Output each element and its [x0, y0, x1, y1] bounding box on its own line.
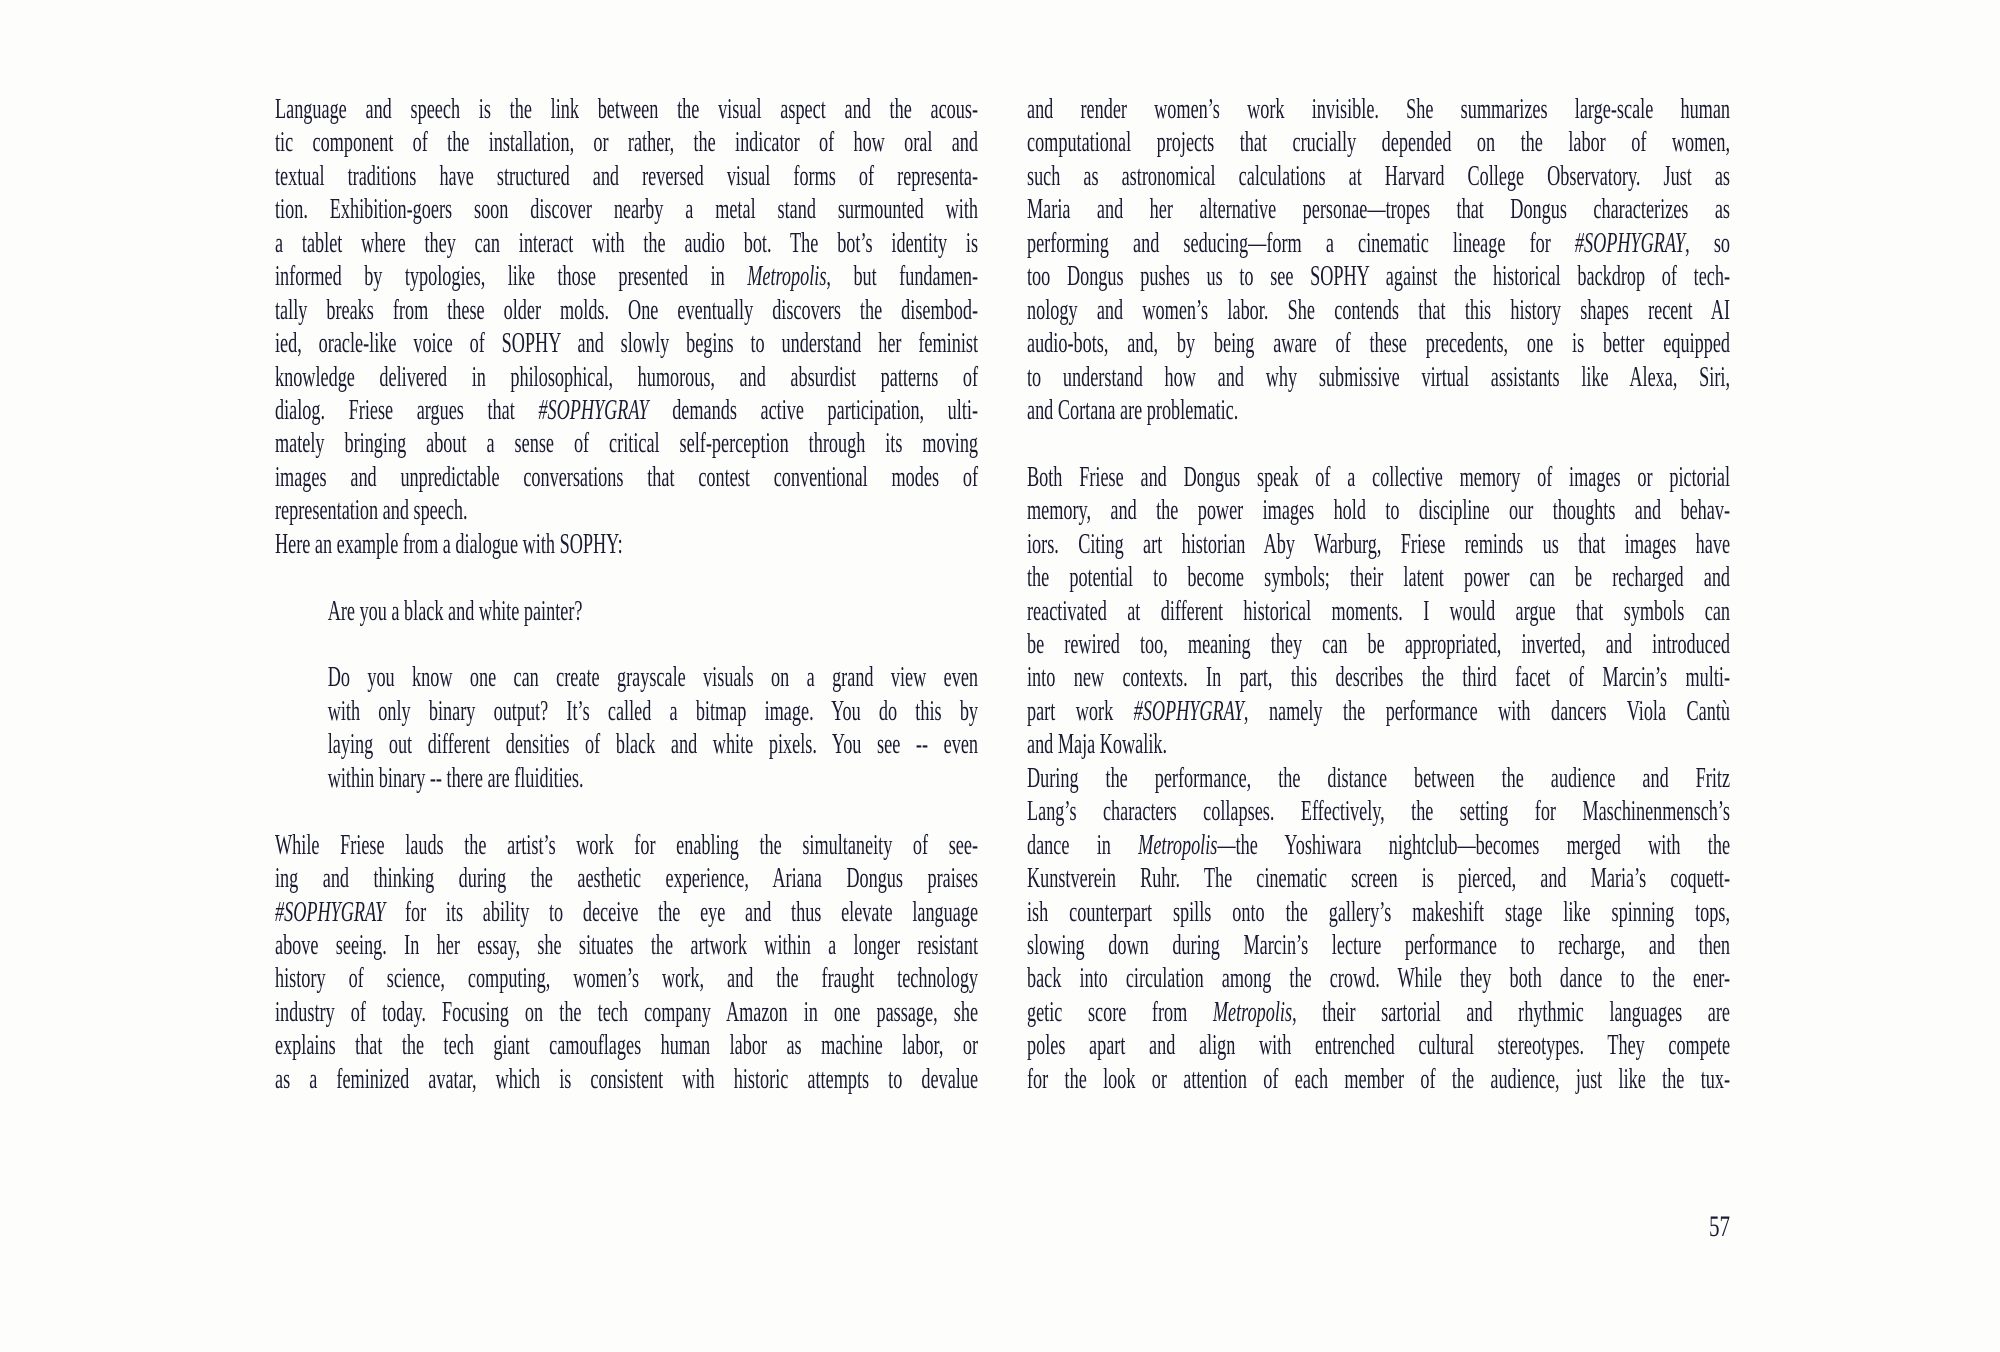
text-line: too Dongus pushes us to see SOPHY against the historical backdrop of tech- — [1027, 260, 1731, 293]
quote-line: with only binary output? It’s called a bitmap image. You do this by — [327, 694, 979, 727]
text-line: for the look or attention of each member of the audience, just like the tux- — [1027, 1062, 1731, 1095]
text-line: Both Friese and Dongus speak of a collective memory of images or pictorial — [1027, 460, 1731, 493]
quote-line: Do you know one can create grayscale visuals on a grand view even — [327, 661, 979, 694]
text-line: such as astronomical calculations at Harvard College Observatory. Just as — [1027, 159, 1731, 192]
text-line: nology and women’s labor. She contends that this history shapes recent AI — [1027, 293, 1731, 326]
text-line: slowing down during Marcin’s lecture performance to recharge, and then — [1027, 928, 1731, 961]
text-line: knowledge delivered in philosophical, humorous, and absurdist patterns of — [275, 360, 979, 393]
text-line: into new contexts. In part, this describes the third facet of Marcin’s multi- — [1027, 661, 1731, 694]
text-line: tally breaks from these older molds. One eventually discovers the disembod- — [275, 293, 979, 326]
text-line: reactivated at different historical moments. I would argue that symbols can — [1027, 594, 1731, 627]
text-column-right — [1027, 93, 1730, 1096]
blank-line — [275, 628, 978, 661]
blank-line — [275, 795, 978, 828]
text-line: and Cortana are problematic. — [1027, 393, 1239, 426]
text-line: back into circulation among the crowd. While they both dance to the ener- — [1027, 962, 1731, 995]
text-line: and Maja Kowalik. — [1027, 728, 1168, 761]
text-line: history of science, computing, women’s work, and the fraught technology — [275, 962, 979, 995]
text-line: as a feminized avatar, which is consistent with historic attempts to devalue — [275, 1062, 979, 1095]
text-line: poles apart and align with entrenched cultural stereotypes. They compete — [1027, 1029, 1731, 1062]
text-line: images and unpredictable conversations that contest conventional modes of — [275, 460, 979, 493]
text-line: Language and speech is the link between the visual aspect and the acous- — [275, 93, 979, 125]
text-line: getic score from Metropolis, their sartorial and rhythmic languages are — [1027, 995, 1731, 1028]
text-line: the potential to become symbols; their latent power can be recharged and — [1027, 561, 1731, 594]
blank-line — [1027, 427, 1730, 460]
text-line: and render women’s work invisible. She summarizes large-scale human — [1027, 93, 1731, 125]
page-number: 57 — [1709, 1210, 1730, 1243]
text-line: part work #SOPHYGRAY, namely the performance with dancers Viola Cantù — [1027, 694, 1731, 727]
blank-line — [275, 561, 978, 594]
text-line: #SOPHYGRAY for its ability to deceive the eye and thus elevate language — [275, 895, 979, 928]
text-line: ing and thinking during the aesthetic experience, Ariana Dongus praises — [275, 862, 979, 895]
text-line: above seeing. In her essay, she situates the artwork within a longer resistant — [275, 928, 979, 961]
text-line: tion. Exhibition-goers soon discover nearby a metal stand surmounted with — [275, 193, 979, 226]
text-line: industry of today. Focusing on the tech company Amazon in one passage, she — [275, 995, 979, 1028]
text-line: performing and seducing—form a cinematic lineage for #SOPHYGRAY, so — [1027, 226, 1731, 259]
quote-line: laying out different densities of black and white pixels. You see -- even — [327, 728, 979, 761]
text-line: ied, oracle-like voice of SOPHY and slowly begins to understand her feminist — [275, 327, 979, 360]
text-line: a tablet where they can interact with the audio bot. The bot’s identity is — [275, 226, 979, 259]
text-line: dialog. Friese argues that #SOPHYGRAY demands active participation, ulti- — [275, 393, 979, 426]
text-line: Kunstverein Ruhr. The cinematic screen is pierced, and Maria’s coquett- — [1027, 862, 1731, 895]
text-line: explains that the tech giant camouflages human labor as machine labor, or — [275, 1029, 979, 1062]
text-line: Maria and her alternative personae—tropes that Dongus characterizes as — [1027, 193, 1731, 226]
text-column-left — [275, 93, 978, 1096]
text-line: computational projects that crucially depended on the labor of women, — [1027, 126, 1731, 159]
text-line: be rewired too, meaning they can be appropriated, inverted, and introduced — [1027, 628, 1731, 660]
text-line: ish counterpart spills onto the gallery’s makeshift stage like spinning tops, — [1027, 895, 1731, 928]
text-line: While Friese lauds the artist’s work for enabling the simultaneity of see- — [275, 828, 979, 861]
text-line: memory, and the power images hold to discipline our thoughts and behav- — [1027, 494, 1731, 527]
text-line: Here an example from a dialogue with SOPHY: — [275, 527, 623, 560]
text-line: representation and speech. — [275, 494, 468, 527]
text-line: Lang’s characters collapses. Effectively, the setting for Maschinenmensch’s — [1027, 795, 1731, 828]
quote-line: within binary -- there are fluidities. — [327, 761, 584, 794]
text-line: textual traditions have structured and reversed visual forms of representa- — [275, 159, 979, 192]
text-line: tic component of the installation, or rather, the indicator of how oral and — [275, 126, 979, 159]
text-line: informed by typologies, like those presented in Metropolis, but fundamen- — [275, 260, 979, 293]
text-line: mately bringing about a sense of critical self-perception through its moving — [275, 427, 979, 460]
quote-line: Are you a black and white painter? — [327, 594, 583, 627]
text-line: dance in Metropolis—the Yoshiwara nightclub—becomes merged with the — [1027, 828, 1731, 861]
text-line: During the performance, the distance between the audience and Fritz — [1027, 761, 1731, 794]
text-line: iors. Citing art historian Aby Warburg, Friese reminds us that images have — [1027, 527, 1731, 560]
text-line: to understand how and why submissive virtual assistants like Alexa, Siri, — [1027, 360, 1731, 393]
text-line: audio-bots, and, by being aware of these precedents, one is better equipped — [1027, 327, 1731, 360]
